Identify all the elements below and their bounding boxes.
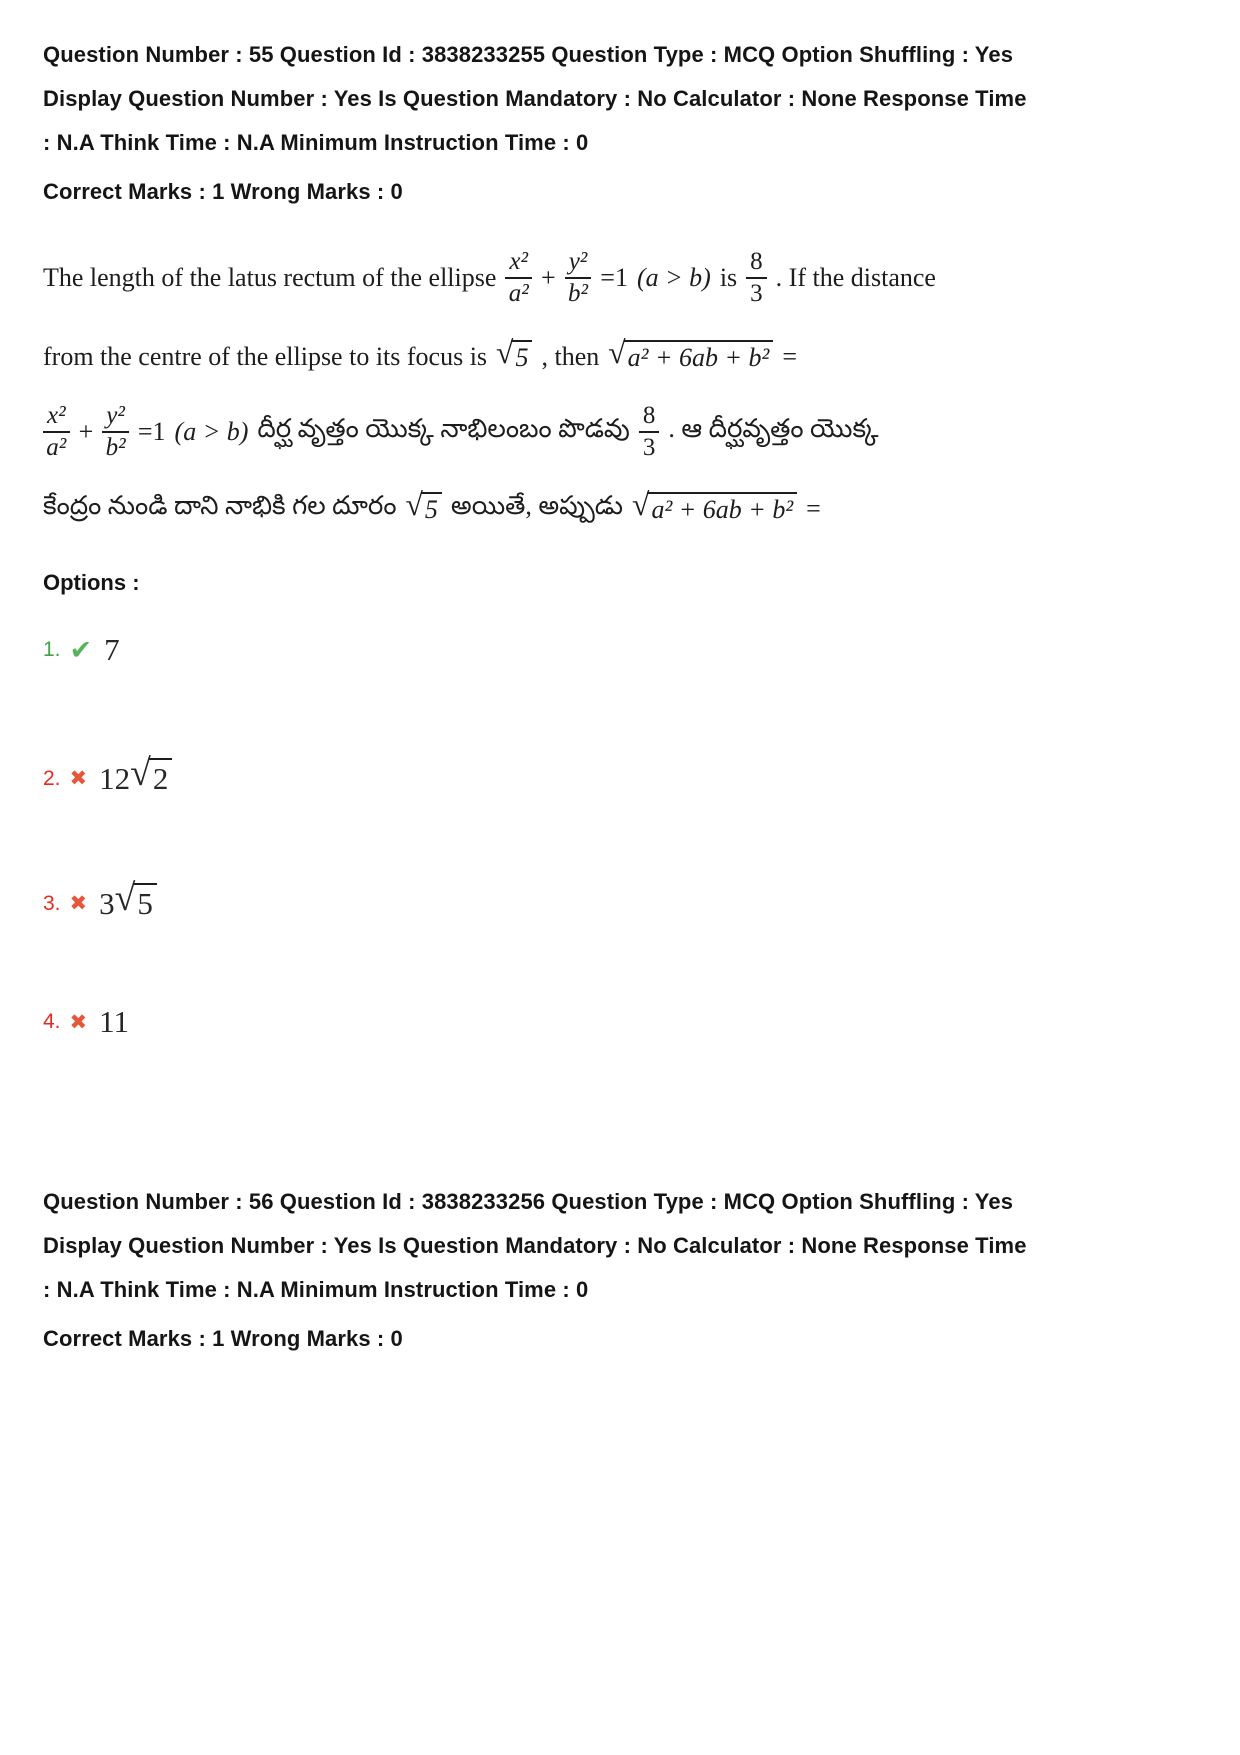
question-text-fragment: from the centre of the ellipse to its focus is (43, 342, 488, 371)
radicand: a² + 6ab + b² (647, 492, 797, 527)
options-label: Options : (43, 570, 140, 595)
question-55-header (43, 33, 1200, 214)
wrong-cross-icon: ✖ (69, 892, 88, 915)
question-text-fragment: The length of the latus rectum of the ellipse (43, 263, 497, 292)
correct-check-icon: ✔ (69, 634, 93, 665)
fraction-numerator: x² (505, 248, 532, 279)
plus-operator: + (78, 417, 94, 446)
plus-operator: + (541, 263, 556, 292)
radical-a2-6ab-b2 (608, 334, 773, 375)
condition-a-greater-b: (a > b) (636, 263, 711, 292)
fraction-numerator: y² (565, 248, 592, 279)
header-line-2: Display Question Number : Yes Is Question Mandatory : No Calculator : None Response Time (43, 1233, 1027, 1258)
radicand: a² + 6ab + b² (624, 340, 774, 375)
question-text-telugu-line1 (43, 386, 1200, 478)
telugu-text-fragment: అయితే, అప్పుడు (450, 491, 624, 520)
fraction-denominator: a² (46, 434, 67, 461)
equals-sign: = (782, 342, 798, 371)
marks-line: Correct Marks : 1 Wrong Marks : 0 (43, 179, 403, 204)
option-number: 4. (43, 1010, 61, 1033)
option-value-coefficient: 12 (99, 760, 131, 796)
marks-line: Correct Marks : 1 Wrong Marks : 0 (43, 1326, 403, 1351)
question-55-block (43, 33, 1200, 1040)
radical-sign-icon: √ (632, 486, 650, 522)
question-text-fragment: is (719, 263, 738, 292)
header-line-1: Question Number : 56 Question Id : 3838233256 Question Type : MCQ Option Shuffling : Yes (43, 1189, 1014, 1214)
fraction-y2-b2 (102, 402, 129, 462)
option-row-4 (43, 1004, 1200, 1040)
fraction-denominator: 3 (642, 434, 656, 461)
radicand: 2 (149, 758, 173, 799)
option-value (99, 877, 157, 924)
radicand: 5 (511, 340, 532, 375)
fraction-denominator: 3 (750, 280, 763, 307)
question-text-english-line2 (43, 328, 1200, 386)
option-row-2 (43, 752, 1200, 799)
question-text-fragment: . If the distance (775, 263, 936, 292)
telugu-text-fragment: . ఆ దీర్ఘవృత్తం యొక్క (668, 414, 879, 443)
equals-one: =1 (600, 263, 628, 292)
option-value: 11 (99, 1004, 129, 1039)
radical-sign-icon: √ (496, 334, 514, 370)
wrong-cross-icon: ✖ (69, 767, 88, 790)
question-56-header (43, 1180, 1200, 1361)
fraction-x2-a2 (505, 248, 532, 308)
radical-sqrt5 (496, 334, 532, 375)
option-value-coefficient: 3 (99, 885, 115, 921)
fraction-numerator: x² (43, 402, 70, 433)
radical (130, 752, 172, 799)
radical-sign-icon: √ (608, 334, 626, 370)
option-value (99, 752, 172, 799)
fraction-numerator: 8 (746, 248, 767, 279)
question-text-telugu-line2 (43, 478, 1200, 540)
fraction-numerator: 8 (639, 402, 660, 433)
fraction-8-3 (639, 402, 660, 462)
option-number: 3. (43, 891, 61, 915)
telugu-text-fragment: కేంద్రం నుండి దాని నాభికి గల దూరం (43, 491, 397, 520)
radical-a2-6ab-b2 (632, 486, 797, 527)
fraction-denominator: a² (508, 280, 529, 307)
radicand: 5 (133, 883, 157, 924)
fraction-x2-a2 (43, 402, 70, 462)
header-line-2: Display Question Number : Yes Is Question Mandatory : No Calculator : None Response Time (43, 86, 1027, 111)
equals-sign: = (806, 494, 821, 523)
radical-sign-icon: √ (114, 877, 136, 919)
fraction-y2-b2 (565, 248, 592, 308)
fraction-numerator: y² (102, 402, 129, 433)
option-number: 1. (43, 638, 61, 661)
condition-a-greater-b: (a > b) (174, 417, 249, 446)
radical-sign-icon: √ (130, 752, 151, 794)
question-text-english-line1 (43, 228, 1200, 328)
wrong-cross-icon: ✖ (69, 1010, 88, 1034)
radical-sqrt5 (405, 486, 442, 527)
option-value: 7 (104, 632, 120, 667)
radicand: 5 (421, 492, 442, 527)
fraction-denominator: b² (105, 434, 126, 461)
option-row-1 (43, 632, 1200, 668)
fraction-denominator: b² (567, 280, 588, 307)
option-number: 2. (43, 766, 61, 790)
question-56-block (43, 1180, 1200, 1361)
fraction-8-3 (746, 248, 767, 308)
option-row-3 (43, 877, 1200, 924)
radical (114, 877, 157, 924)
header-line-3: : N.A Think Time : N.A Minimum Instruction Time : 0 (43, 1277, 589, 1302)
question-text-fragment: , then (541, 342, 600, 371)
equals-one: =1 (137, 417, 166, 446)
question-55-body (43, 228, 1200, 540)
radical-sign-icon: √ (405, 486, 423, 522)
header-line-1: Question Number : 55 Question Id : 3838233255 Question Type : MCQ Option Shuffling : Yes (43, 42, 1014, 67)
header-line-3: : N.A Think Time : N.A Minimum Instruction Time : 0 (43, 130, 589, 155)
telugu-text-fragment: దీర్ఘ వృత్తం యొక్క నాభిలంబం పొడవు (257, 414, 630, 443)
